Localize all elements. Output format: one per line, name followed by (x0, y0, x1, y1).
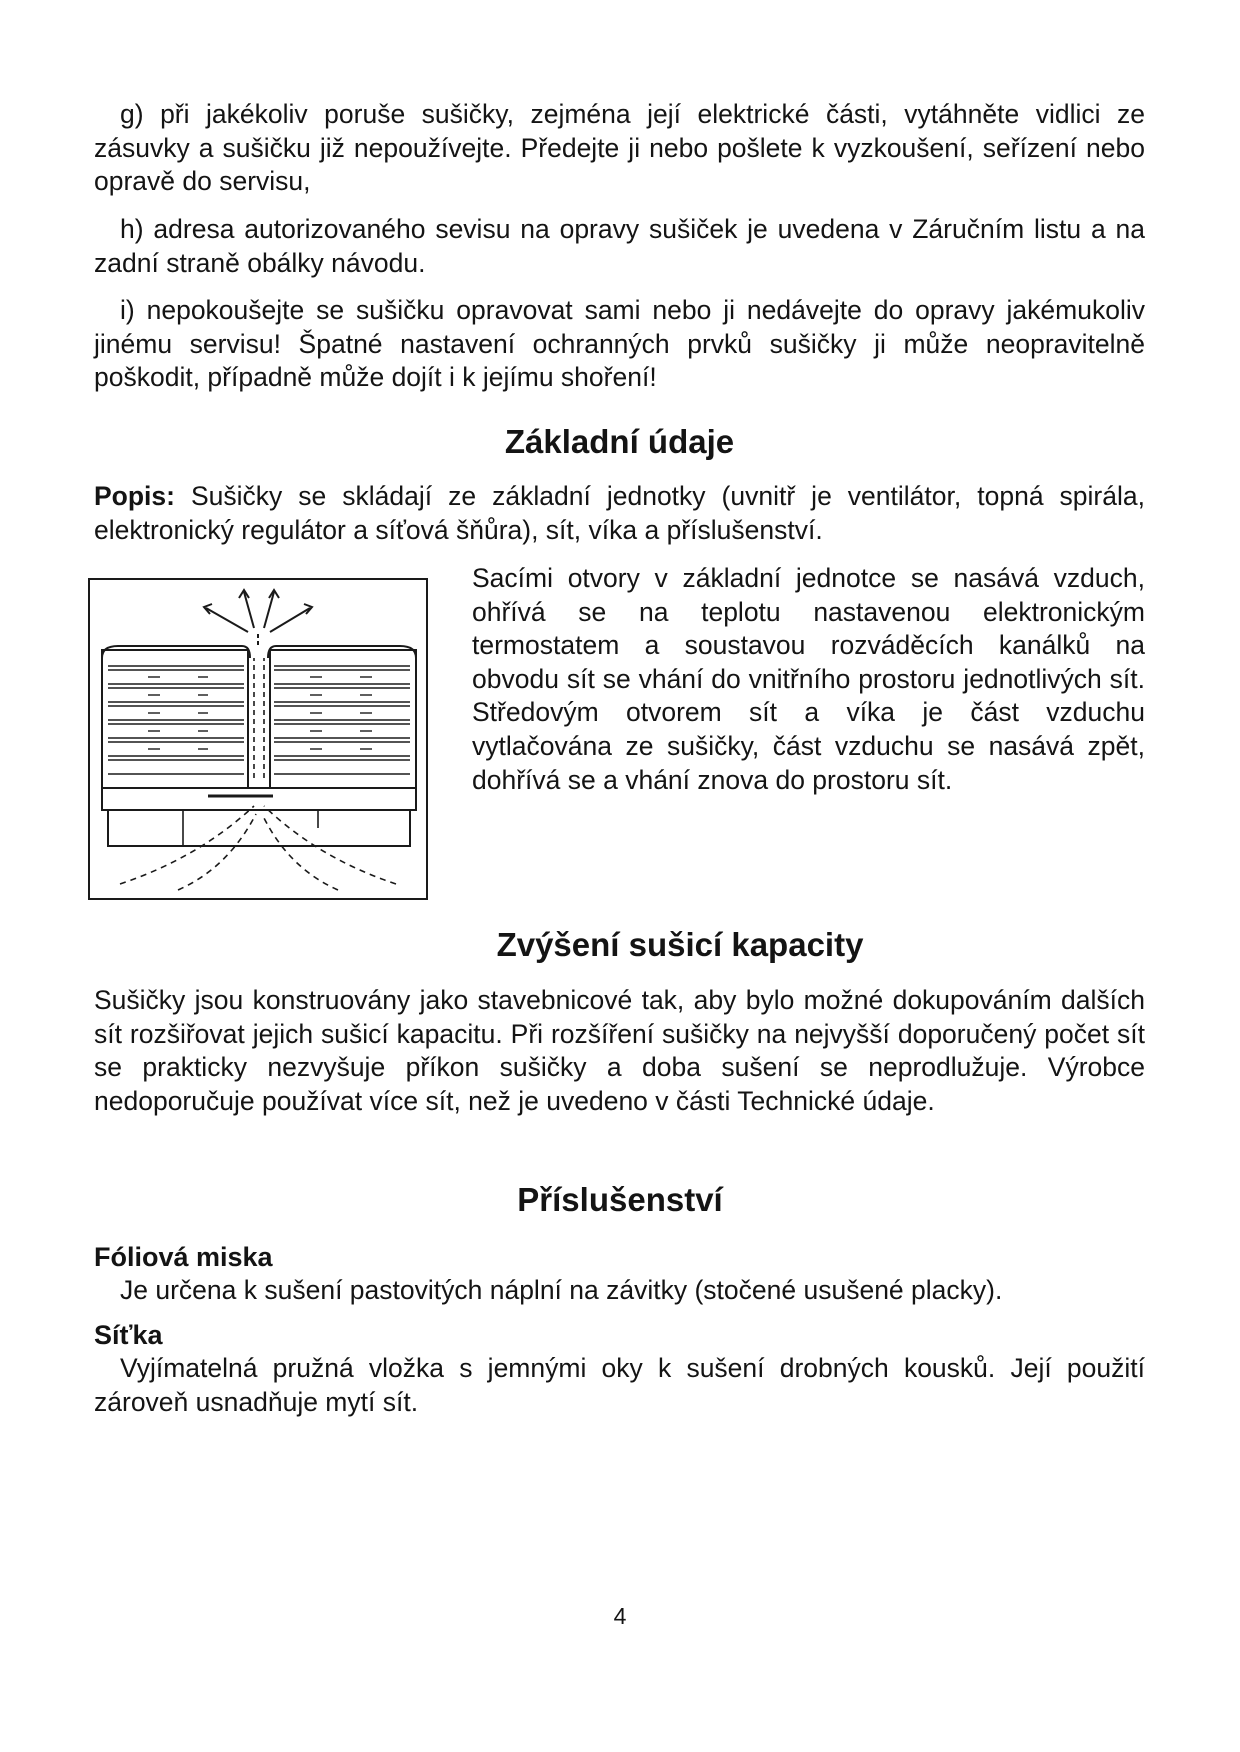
accessory-name-foil-bowl: Fóliová miska (94, 1242, 273, 1272)
description-paragraph (94, 480, 1145, 547)
warning-h: h) adresa autorizovaného sevisu na opravy sušiček je uvedena v Záručním listu a na zadní straně obálky návodu. (94, 214, 1145, 278)
page-number: 4 (613, 1603, 627, 1629)
description-label: Popis: (94, 481, 175, 511)
dryer-airflow-diagram (88, 578, 428, 900)
description-text: Sušičky se skládají ze základní jednotky (uvnitř je ventilátor, topná spirála, elektronický regulátor a síťová šňůra), sít, víka a příslušenství. (94, 481, 1145, 545)
accessory-name-mesh: Síťka (94, 1320, 163, 1350)
capacity-paragraph: Sušičky jsou konstruovány jako stavebnicové tak, aby bylo možné dokupováním dalších sít rozšiřovat jejich sušicí kapacitu. Při rozšíření sušičky na nejvyšší doporučený počet sít se prakticky nezvyšuje příkon sušičky a doba sušení se neprodlužuje. Výrobce nedoporučuje používat více sít, než je uvedeno v části Technické údaje. (94, 985, 1145, 1116)
accessories-heading: Příslušenství (517, 1181, 723, 1218)
warning-g: g) při jakékoliv poruše sušičky, zejména její elektrické části, vytáhněte vidlici ze zásuvky a sušičku již nepoužívejte. Předejte ji nebo pošlete k vyzkoušení, seřízení nebo opravě do servisu, (94, 99, 1145, 197)
warning-i: i) nepokoušejte se sušičku opravovat sami nebo ji nedávejte do opravy jakémukoliv jinému servisu! Špatné nastavení ochranných prvků sušičky ji může neopravitelně poškodit, případně může dojít i k jejímu shoření! (94, 295, 1145, 393)
basic-data-heading: Základní údaje (504, 423, 735, 460)
accessory-text-mesh: Vyjímatelná pružná vložka s jemnými oky k sušení drobných kousků. Její použití zároveň usnadňuje mytí sít. (94, 1353, 1145, 1417)
airflow-description: Sacími otvory v základní jednotce se nasává vzduch, ohřívá se na teplotu nastavenou elektronickým termostatem a soustavou rozváděcích kanálků na obvodu sít se vhání do vnitřního prostoru jednotlivých sít. Středovým otvorem sít a víka je část vzduchu vytlačována ze sušičky, část vzduchu se nasává zpět, dohřívá se a vhání znova do prostoru sít. (472, 563, 1145, 795)
accessory-text-foil-bowl: Je určena k sušení pastovitých náplní na závitky (stočené usušené placky). (120, 1275, 1003, 1305)
capacity-heading: Zvýšení sušicí kapacity (496, 926, 864, 963)
